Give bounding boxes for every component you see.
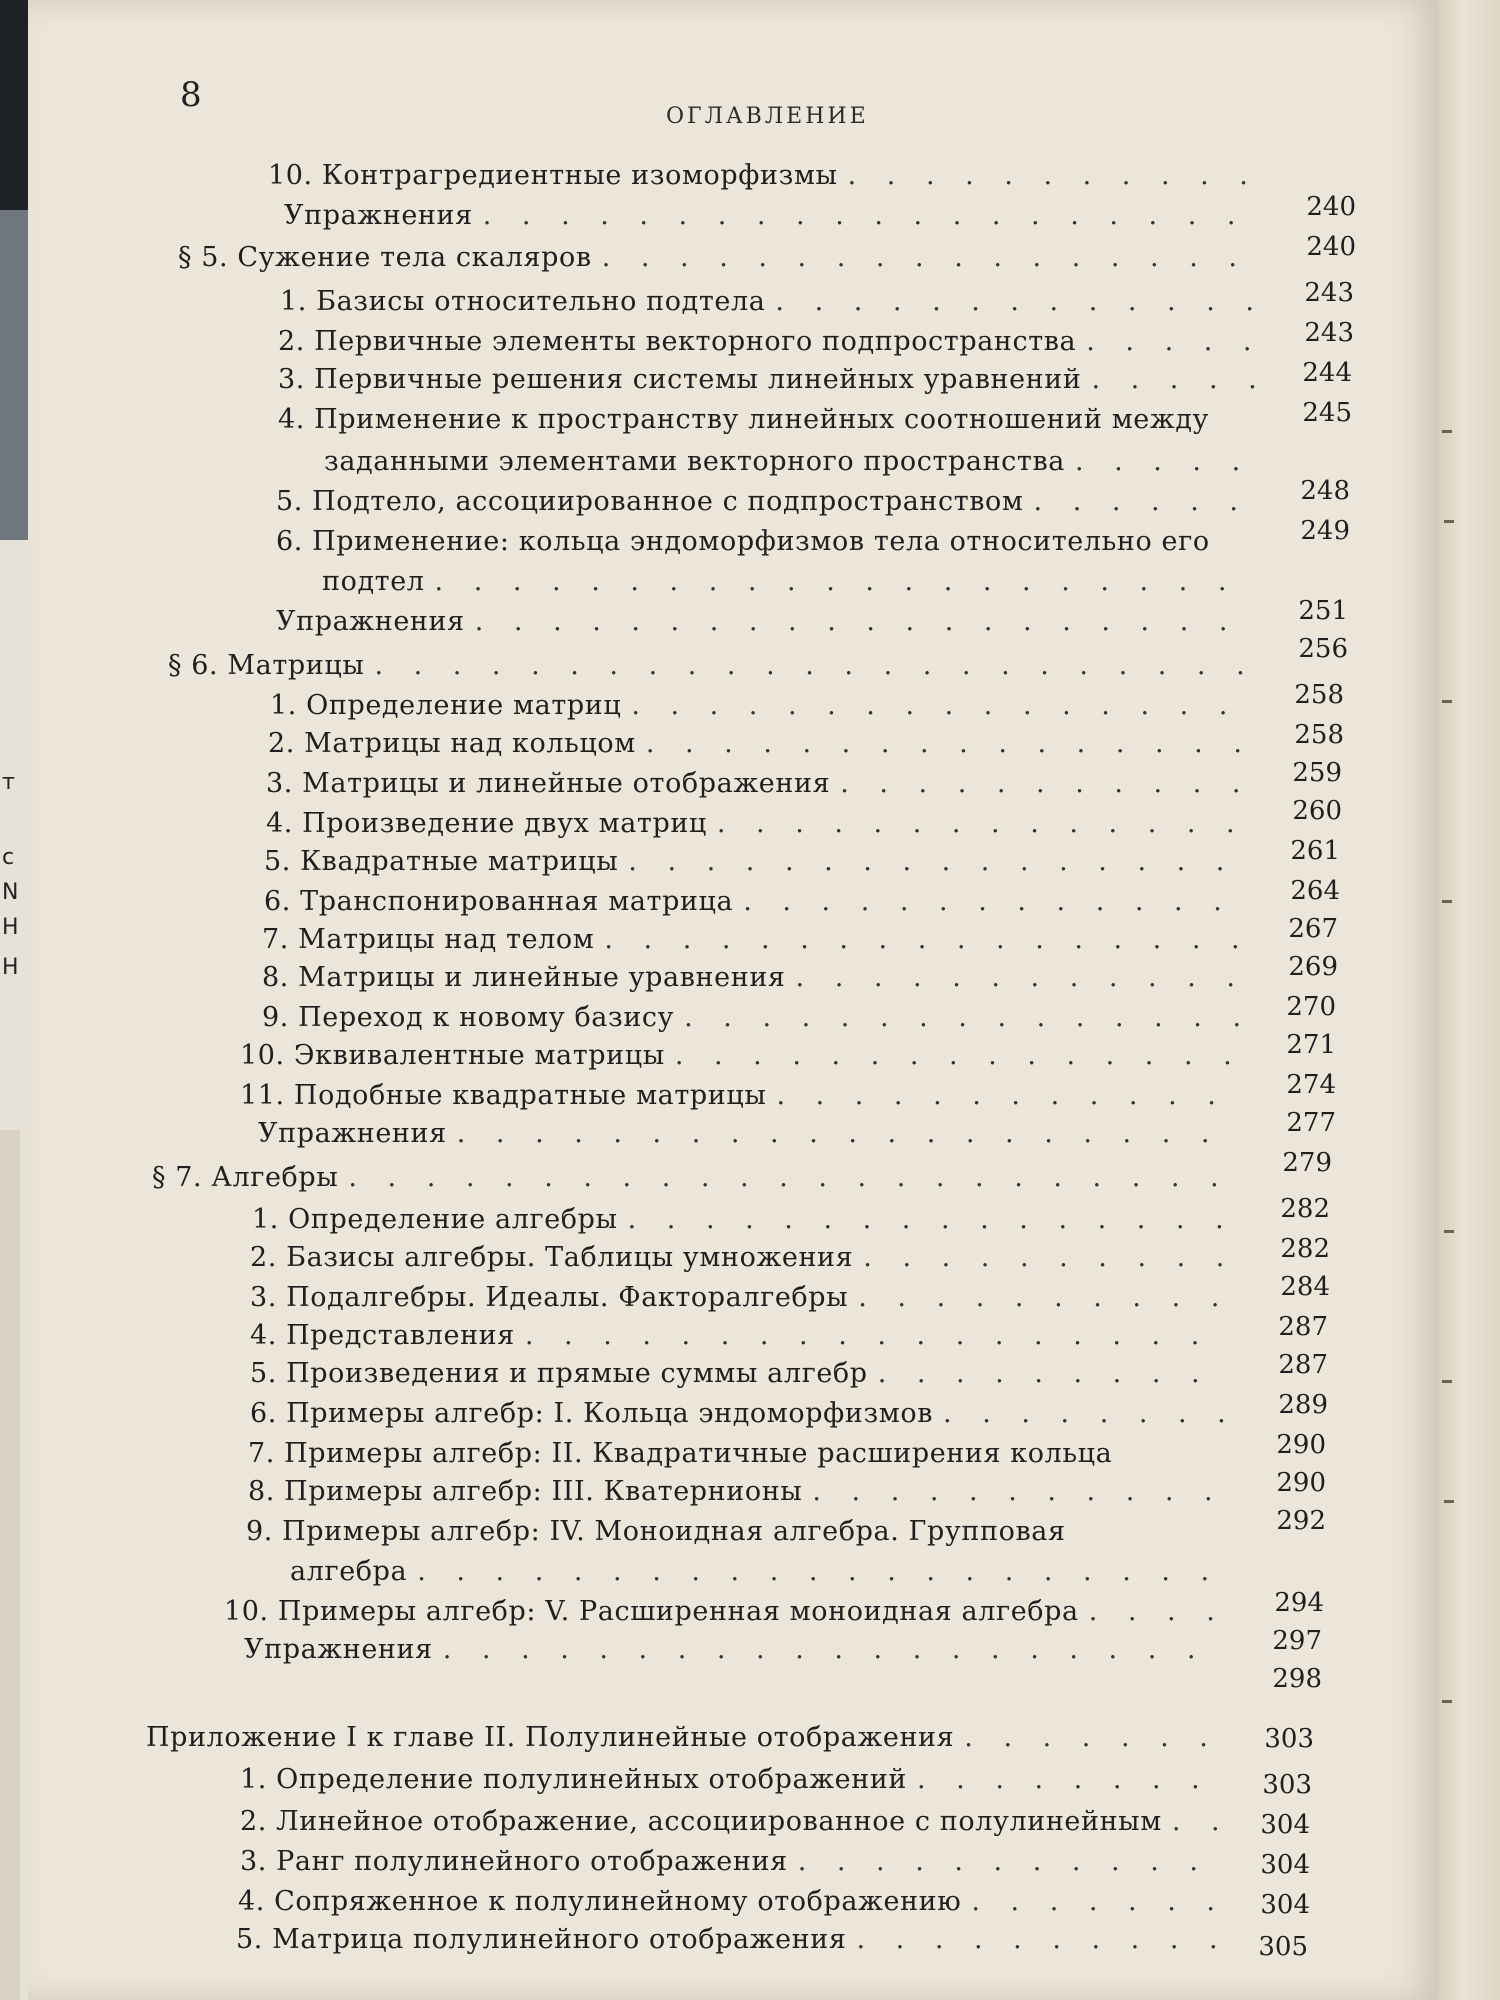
toc-entry: 8. Матрицы и линейные уравнения . . . bbox=[262, 962, 1242, 998]
toc-page-number: 270 bbox=[1286, 992, 1336, 1022]
toc-entry: 5. Матрица полулинейного отображения . . . bbox=[236, 1924, 1216, 1960]
toc-entry: 2. Линейное отображение, ассоциированное с полулинейным . . . bbox=[240, 1806, 1240, 1842]
toc-entry: 4. Сопряженное к полулинейному отображению . . . bbox=[238, 1886, 1218, 1922]
toc-page-number: 279 bbox=[1282, 1148, 1332, 1178]
toc-entry: заданными элементами векторного пространства . . . bbox=[324, 446, 1258, 482]
toc-entry: 5. Подтело, ассоциированное с подпространством . . . bbox=[276, 486, 1256, 522]
toc-page-number: 292 bbox=[1276, 1506, 1326, 1536]
toc-entry: § 5. Сужение тела скаляров . . . bbox=[178, 242, 1268, 278]
toc-page-number: 304 bbox=[1260, 1890, 1310, 1920]
toc-entry: 11. Подобные квадратные матрицы . . . bbox=[240, 1080, 1240, 1116]
toc-entry: 5. Квадратные матрицы . . . bbox=[264, 846, 1244, 882]
toc-page-number: 277 bbox=[1286, 1108, 1336, 1138]
toc-entry: 6. Примеры алгебр: I. Кольца эндоморфизмов . . . bbox=[250, 1398, 1230, 1434]
toc-entry: 2. Первичные элементы векторного подпространства . . . bbox=[278, 326, 1258, 362]
toc-entry: 4. Применение к пространству линейных соотношений между bbox=[278, 404, 1210, 435]
toc-entry: 10. Контрагредиентные изоморфизмы . . . bbox=[268, 160, 1258, 196]
toc-page-number: 282 bbox=[1280, 1194, 1330, 1224]
toc-entry: 1. Базисы относительно подтела . . . bbox=[280, 286, 1260, 322]
toc-entry: § 7. Алгебры . . . bbox=[152, 1162, 1242, 1198]
toc-entry: алгебра . . . bbox=[290, 1556, 1230, 1592]
toc-page-number: 274 bbox=[1286, 1070, 1336, 1100]
toc-page-number: 245 bbox=[1302, 398, 1352, 428]
page-stack-edge bbox=[1438, 0, 1500, 2000]
page-number: 8 bbox=[180, 75, 202, 115]
toc-page-number: 267 bbox=[1288, 914, 1338, 944]
toc-entry: 6. Транспонированная матрица . . . bbox=[264, 886, 1244, 922]
toc-page-number: 297 bbox=[1272, 1626, 1322, 1656]
toc-page-number: 256 bbox=[1298, 634, 1348, 664]
toc-entry: 9. Переход к новому базису . . . bbox=[262, 1002, 1242, 1038]
toc-page-number: 304 bbox=[1260, 1850, 1310, 1880]
toc-page-number: 243 bbox=[1304, 278, 1354, 308]
toc-page-number: 304 bbox=[1260, 1810, 1310, 1840]
toc-entry: Упражнения . . . bbox=[258, 1118, 1238, 1154]
toc-entry: 5. Произведения и прямые суммы алгебр . . . bbox=[250, 1358, 1230, 1394]
toc-entry: Упражнения . . . bbox=[276, 606, 1256, 642]
toc-entry: 3. Матрицы и линейные отображения . . . bbox=[266, 768, 1246, 804]
toc-entry: 2. Базисы алгебры. Таблицы умножения . . . bbox=[250, 1242, 1230, 1278]
toc-page-number: 251 bbox=[1298, 596, 1348, 626]
toc-entry: Упражнения . . . bbox=[284, 200, 1264, 236]
underlying-letter: Н bbox=[2, 915, 19, 940]
toc-entry: Приложение I к главе II. Полулинейные отображения . . . bbox=[146, 1722, 1226, 1758]
toc-page-number: 287 bbox=[1278, 1312, 1328, 1342]
toc-page-number: 303 bbox=[1262, 1770, 1312, 1800]
toc-entry: 10. Эквивалентные матрицы . . . bbox=[240, 1040, 1240, 1076]
toc-entry: § 6. Матрицы . . . bbox=[168, 650, 1258, 686]
toc-page-number: 290 bbox=[1276, 1430, 1326, 1460]
toc-entry: 10. Примеры алгебр: V. Расширенная моноидная алгебра . . . bbox=[224, 1596, 1224, 1632]
toc-page-number: 287 bbox=[1278, 1350, 1328, 1380]
toc-page-number: 243 bbox=[1304, 318, 1354, 348]
toc-page-number: 249 bbox=[1300, 516, 1350, 546]
toc-entry: 1. Определение полулинейных отображений . . . bbox=[240, 1764, 1220, 1800]
toc-entry: Упражнения . . . bbox=[244, 1634, 1224, 1670]
toc-page-number: 244 bbox=[1302, 358, 1352, 388]
toc-entry: 4. Произведение двух матриц . . . bbox=[266, 808, 1246, 844]
toc-entry: 3. Первичные решения системы линейных уравнений . . . bbox=[278, 364, 1258, 400]
toc-page-number: 264 bbox=[1290, 876, 1340, 906]
toc-page-number: 240 bbox=[1306, 232, 1356, 262]
underlying-page-shadow bbox=[0, 1130, 20, 2000]
toc-page-number: 258 bbox=[1294, 720, 1344, 750]
toc-page-number: 258 bbox=[1294, 680, 1344, 710]
toc-entry: 2. Матрицы над кольцом . . . bbox=[268, 728, 1248, 764]
toc-page-number: 294 bbox=[1274, 1588, 1324, 1618]
toc-page-number: 269 bbox=[1288, 952, 1338, 982]
toc-entry: 9. Примеры алгебр: IV. Моноидная алгебра. Групповая bbox=[246, 1516, 1066, 1547]
toc-entry: подтел . . . bbox=[322, 566, 1256, 602]
toc-page-number: 259 bbox=[1292, 758, 1342, 788]
underlying-letter: N bbox=[2, 880, 19, 905]
toc-entry: 3. Ранг полулинейного отображения . . . bbox=[240, 1846, 1220, 1882]
toc-page-number: 248 bbox=[1300, 476, 1350, 506]
underlying-letter: т bbox=[2, 770, 15, 795]
toc-page-number: 303 bbox=[1264, 1724, 1314, 1754]
toc-entry: 1. Определение алгебры . . . bbox=[252, 1204, 1232, 1240]
underlying-letter: Н bbox=[2, 955, 19, 980]
toc-page-number: 261 bbox=[1290, 836, 1340, 866]
toc-entry: 3. Подалгебры. Идеалы. Факторалгебры . . . bbox=[250, 1282, 1230, 1318]
toc-entry: 4. Представления . . . bbox=[250, 1320, 1230, 1356]
running-head: ОГЛАВЛЕНИЕ bbox=[666, 104, 869, 129]
toc-page-number: 240 bbox=[1306, 192, 1356, 222]
toc-page-number: 290 bbox=[1276, 1468, 1326, 1498]
toc-entry: 8. Примеры алгебр: III. Кватернионы . . . bbox=[248, 1476, 1228, 1512]
toc-page-number: 289 bbox=[1278, 1390, 1328, 1420]
toc-entry: 7. Матрицы над телом . . . bbox=[262, 924, 1242, 960]
toc-entry: 7. Примеры алгебр: II. Квадратичные расширения кольца bbox=[248, 1438, 1113, 1469]
underlying-letter: с bbox=[2, 845, 15, 870]
toc-page-number: 282 bbox=[1280, 1234, 1330, 1264]
toc-page-number: 298 bbox=[1272, 1664, 1322, 1694]
toc-entry: 1. Определение матриц . . . bbox=[270, 690, 1250, 726]
toc-entry: 6. Применение: кольца эндоморфизмов тела относительно его bbox=[276, 526, 1210, 557]
toc-page-number: 260 bbox=[1292, 796, 1342, 826]
toc-page-number: 271 bbox=[1286, 1030, 1336, 1060]
toc-page-number: 284 bbox=[1280, 1272, 1330, 1302]
toc-page-number: 305 bbox=[1258, 1932, 1308, 1962]
